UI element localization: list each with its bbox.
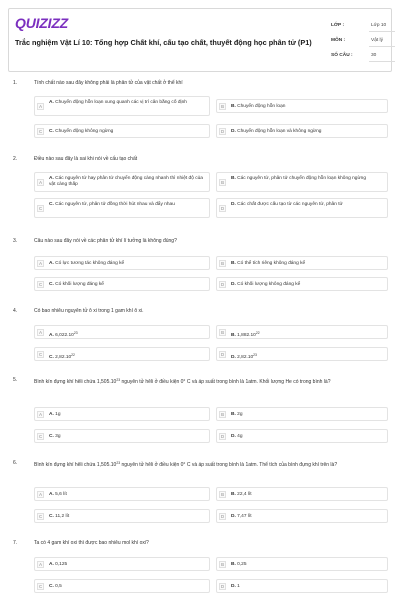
question-text: Bình kín đựng khí hêli chứa 1,505.10$^{23}$ nguyên tử hêli ở điều kiện 0° C và áp suất trong bình là 1atm. Thể tích của bình đựng khí trên là? — [34, 461, 338, 468]
option-b[interactable]: B B. Có thể tích riêng không đáng kể — [216, 256, 388, 270]
option-letter: D — [220, 434, 225, 439]
option-b[interactable]: B B. Chuyển động hỗn loạn — [216, 99, 388, 113]
option-letter: C — [38, 206, 43, 211]
option-letter: C — [38, 584, 43, 589]
option-letter: D — [220, 352, 225, 357]
option-letter: A — [37, 179, 44, 186]
option-letter: A — [37, 411, 44, 418]
count-value: 30 — [371, 53, 377, 58]
option-letter: C — [38, 282, 43, 287]
option-b[interactable]: B B. 1,882.10$^{22}$ — [216, 325, 388, 339]
option-letter: C — [38, 352, 43, 357]
question-number: 6. — [13, 460, 18, 466]
option-c[interactable]: C C. 0,5 — [34, 579, 210, 593]
option-c[interactable]: C C. 3g — [34, 429, 210, 443]
class-underline — [369, 31, 395, 32]
worksheet-title: Trắc nghiệm Vật Lí 10: Tổng hợp Chất khí, cấu tạo chất, thuyết động học phân tử (P1) — [15, 38, 312, 47]
option-letter: C — [38, 129, 43, 134]
option-letter: B — [219, 179, 226, 186]
question-number: 5. — [13, 377, 18, 383]
option-a[interactable]: A A. 6,022.10$^{23}$ — [34, 325, 210, 339]
question-text: Ta có 4 gam khí oxi thì được bao nhiêu mol khí oxi? — [34, 540, 149, 546]
option-letter: A — [37, 329, 44, 336]
option-letter: B — [219, 561, 226, 568]
question-text: Điều nào sau đây là sai khi nói về cấu tạo chất — [34, 156, 138, 162]
option-b[interactable]: B B. 2g — [216, 407, 388, 421]
option-a[interactable]: A A. 5,6 lít — [34, 487, 210, 501]
option-letter: B — [219, 491, 226, 498]
question-text: Bình kín đựng khí hêli chứa 1,505.10$^{23}$ nguyên tử hêli ở điều kiện 0° C và áp suất trong bình là 1atm. Khối lượng He có trong bình là? — [34, 378, 331, 385]
option-letter: A — [37, 561, 44, 568]
option-d[interactable]: D D. Có khối lượng không đáng kể — [216, 277, 388, 291]
option-d[interactable]: D D. 7,47 lít — [216, 509, 388, 523]
option-letter: D — [220, 129, 225, 134]
question-text: Có bao nhiêu nguyên tử ô xi trong 1 gam khí ô xi. — [34, 308, 144, 314]
option-a[interactable]: A A. 0,125 — [34, 557, 210, 571]
option-letter: B — [219, 103, 226, 110]
option-letter: B — [219, 329, 226, 336]
option-b[interactable]: B B. 22,4 lít — [216, 487, 388, 501]
class-value: Lớp 10 — [371, 23, 387, 28]
worksheet-header — [8, 8, 392, 72]
subject-underline — [369, 46, 395, 47]
option-letter: B — [219, 260, 226, 267]
class-label: LỚP : — [331, 23, 345, 28]
question-number: 4. — [13, 308, 18, 314]
option-letter: B — [219, 411, 226, 418]
option-b[interactable]: B B. 0,25 — [216, 557, 388, 571]
option-c[interactable]: C C. Các nguyên tử, phân tử đồng thời hút nhau và đẩy nhau — [34, 198, 210, 218]
option-b[interactable]: B B. Các nguyên tử, phân tử chuyển động hỗn loạn không ngừng — [216, 172, 388, 192]
option-a[interactable]: A A. 1g — [34, 407, 210, 421]
option-c[interactable]: C C. 2,82.10$^{22}$ — [34, 347, 210, 361]
question-text: Câu nào sau đây nói về các phân tử khí lí tưởng là không đúng? — [34, 238, 177, 244]
question-number: 7. — [13, 540, 18, 546]
count-label: SỐ CÂU : — [331, 53, 353, 58]
option-letter: C — [38, 514, 43, 519]
option-letter: D — [220, 514, 225, 519]
question-number: 3. — [13, 238, 18, 244]
option-d[interactable]: D D. 1 — [216, 579, 388, 593]
option-a[interactable]: A A. Chuyển động hỗn loạn xung quanh các vị trí cân bằng cố định — [34, 96, 210, 116]
quizizz-logo: QUIZIZZ — [15, 15, 69, 31]
option-c[interactable]: C C. 11,2 lít — [34, 509, 210, 523]
option-c[interactable]: C C. Có khối lượng đáng kể — [34, 277, 210, 291]
option-d[interactable]: D D. Chuyển động hỗn loạn và không ngừng — [216, 124, 388, 138]
option-letter: D — [220, 282, 225, 287]
question-number: 1. — [13, 80, 18, 86]
option-letter: A — [37, 491, 44, 498]
option-a[interactable]: A A. Các nguyên tử hay phân tử chuyển động càng nhanh thì nhiệt độ của vật càng thấp — [34, 172, 210, 192]
option-letter: A — [37, 260, 44, 267]
option-letter: D — [220, 584, 225, 589]
question-number: 2. — [13, 156, 18, 162]
option-letter: A — [37, 103, 44, 110]
count-underline — [369, 61, 395, 62]
option-c[interactable]: C C. Chuyển động không ngừng — [34, 124, 210, 138]
option-letter: D — [220, 206, 225, 211]
option-letter: C — [38, 434, 43, 439]
option-a[interactable]: A A. Có lực tương tác không đáng kể — [34, 256, 210, 270]
subject-value: Vật lý — [371, 38, 383, 43]
option-d[interactable]: D D. Các chất được cấu tạo từ các nguyên tử, phân tử — [216, 198, 388, 218]
option-d[interactable]: D D. 2,82.10$^{23}$ — [216, 347, 388, 361]
option-d[interactable]: D D. 4g — [216, 429, 388, 443]
question-text: Tính chất nào sau đây không phải là phân tử của vật chất ở thể khí — [34, 80, 183, 86]
subject-label: MÔN : — [331, 38, 346, 43]
